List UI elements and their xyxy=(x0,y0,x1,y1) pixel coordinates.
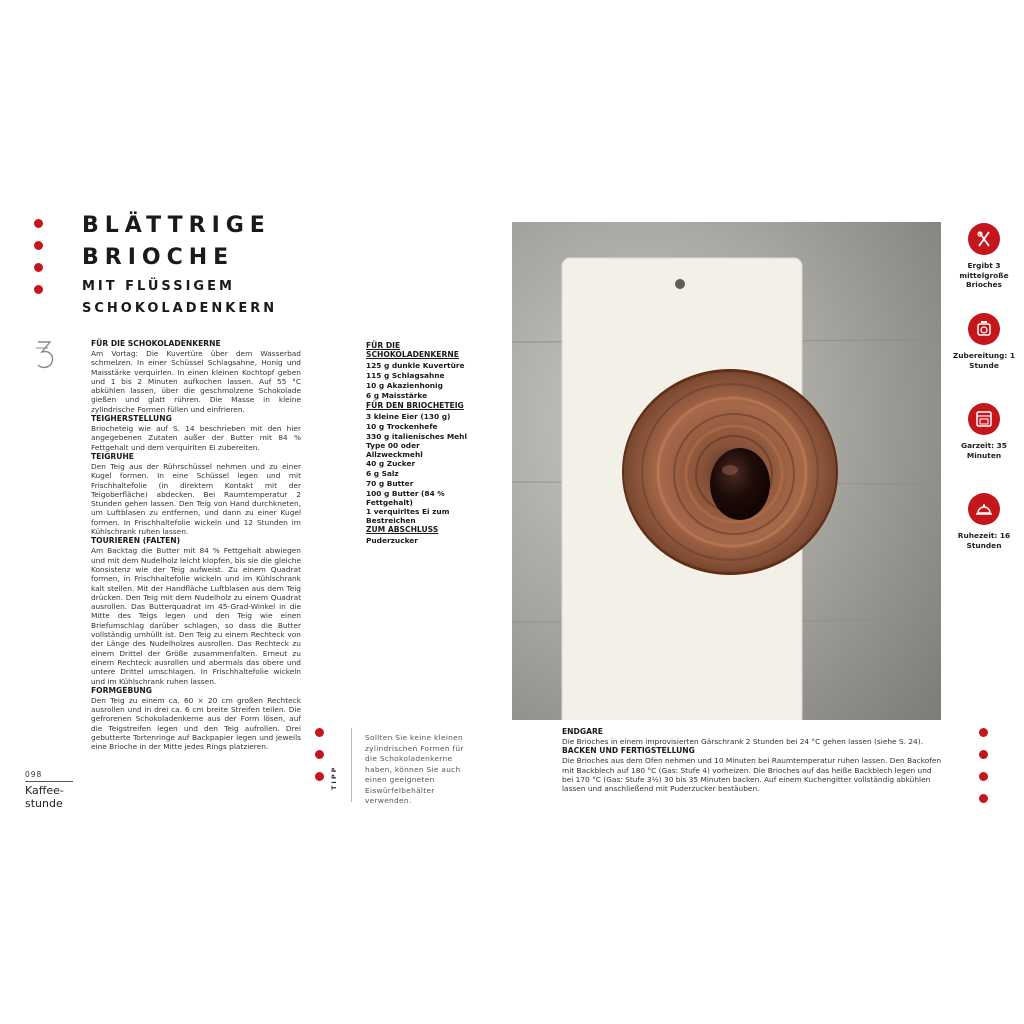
photo-illustration xyxy=(512,222,941,720)
info-label: Ergibt 3 mittelgroße Brioches xyxy=(959,261,1009,289)
ingredient-item: 125 g dunkle Kuvertüre xyxy=(366,361,465,370)
tip-dot xyxy=(315,750,324,759)
finish-text: Die Brioches aus dem Ofen nehmen und 10 Minuten bei Raumtemperatur ruhen lassen. Den Backofen mit Backblech auf 180 °C (Gas: Stufe 4) vorheizen. Die Brioches auf das heiße Backblech legen und bei 170 °C (Gas: Stufe 3½) 30 bis 35 Minuten backen. Auf einem Kuchengitter vollständig abkühlen lassen und anschließend mit Puderzucker bestäuben. xyxy=(562,756,942,794)
title-line-1: BLÄTTRIGE xyxy=(82,213,271,238)
ingredient-item: 100 g Butter (84 % Fettgehalt) xyxy=(366,489,445,507)
method-heading: TOURIEREN (FALTEN) xyxy=(91,536,181,546)
ingredient-item: 70 g Butter xyxy=(366,479,414,488)
title-dot xyxy=(34,241,43,250)
ingredient-group xyxy=(366,401,471,525)
whisk-icon xyxy=(34,338,58,372)
ingredient-item: Puderzucker xyxy=(366,536,418,545)
title-line-2: BRIOCHE xyxy=(82,245,235,270)
ingredient-heading: FÜR DEN BRIOCHETEIG xyxy=(366,401,464,410)
ingredient-group xyxy=(366,525,471,546)
section-name: Kaffee- stunde xyxy=(25,784,64,810)
title-dot xyxy=(34,285,43,294)
info-cook xyxy=(944,403,1024,460)
method-text: Den Teig aus der Rührschüssel nehmen und zu einer Kugel formen. In eine Schüssel legen und mit Frischhaltefolie (in direktem Kontakt mit der Teigoberfläche) abdecken. Bei Raumtemperatur 2 Stunden gehen lassen. Den Teig von Hand durchkneten, um Luftblasen zu entfernen, und dann zu einer Kugel formen. In Frischhaltefolie wickeln und 12 Stunden im Kühlschrank ruhen lassen. xyxy=(91,461,301,537)
finish-section xyxy=(562,727,944,746)
ingredient-item: 10 g Trockenhefe xyxy=(366,422,438,431)
ingredient-item: 1 verquirltes Ei zum Bestreichen xyxy=(366,507,450,525)
recipe-title xyxy=(82,210,277,320)
info-prep xyxy=(944,313,1024,370)
info-label: Ruhezeit: 16 Stunden xyxy=(957,531,1011,550)
finish-text: Die Brioches in einem improvisierten Gärschrank 2 Stunden bei 24 °C gehen lassen (siehe S. 24). xyxy=(562,737,923,746)
method-column xyxy=(91,339,301,752)
cutlery-icon xyxy=(968,223,1000,255)
finish-section xyxy=(562,746,944,793)
brioche-photo xyxy=(512,222,941,720)
ingredient-item: 6 g Salz xyxy=(366,469,399,478)
method-section xyxy=(91,414,301,452)
page-footer xyxy=(25,770,75,810)
method-heading: TEIGHERSTELLUNG xyxy=(91,414,172,424)
margin-dot xyxy=(979,728,988,737)
ingredients-column xyxy=(366,341,471,546)
ingredient-item: 10 g Akazienhonig xyxy=(366,381,443,390)
method-section xyxy=(91,536,301,685)
method-section xyxy=(91,686,301,752)
method-heading: TEIGRUHE xyxy=(91,451,134,461)
oven-icon xyxy=(968,403,1000,435)
margin-dot xyxy=(979,794,988,803)
info-label: Zubereitung: 1 Stunde xyxy=(952,351,1016,370)
tip-rule xyxy=(351,728,352,802)
ingredient-group xyxy=(366,341,471,401)
method-heading: FÜR DIE SCHOKOLADENKERNE xyxy=(91,339,221,348)
margin-dot xyxy=(979,750,988,759)
footer-rule xyxy=(25,781,73,782)
method-section xyxy=(91,339,301,414)
page-number: 098 xyxy=(25,770,43,779)
ingredient-item: 115 g Schlagsahne xyxy=(366,371,445,380)
ingredient-item: 330 g italienisches Mehl Type 00 oder Allzweckmehl xyxy=(366,432,467,459)
title-dot xyxy=(34,263,43,272)
title-subline-1: MIT FLÜSSIGEM xyxy=(82,279,235,294)
finish-heading: BACKEN UND FERTIGSTELLUNG xyxy=(562,746,695,756)
title-subline-2: SCHOKOLADENKERN xyxy=(82,301,278,316)
method-heading: FORMGEBUNG xyxy=(91,685,153,695)
ingredient-item: 40 g Zucker xyxy=(366,459,416,468)
margin-dot xyxy=(979,772,988,781)
ingredient-heading: FÜR DIE SCHOKOLADENKERNE xyxy=(366,341,459,359)
method-section xyxy=(91,452,301,536)
ingredient-item: 6 g Maisstärke xyxy=(366,391,428,400)
ingredient-heading: ZUM ABSCHLUSS xyxy=(366,525,439,534)
title-dot xyxy=(34,219,43,228)
info-rest xyxy=(944,493,1024,550)
cloche-icon xyxy=(968,493,1000,525)
method-text: Briocheteig wie auf S. 14 beschrieben mit den hier angegebenen Zutaten außer der Butter mit 84 % Fettgehalt und dem verquirlten Ei zubereiten. xyxy=(91,424,301,452)
timer-icon xyxy=(968,313,1000,345)
tip-label: TIPP xyxy=(330,765,338,790)
info-label: Garzeit: 35 Minuten xyxy=(961,441,1007,460)
tip-dot xyxy=(315,728,324,737)
tip-dot xyxy=(315,772,324,781)
ingredient-item: 3 kleine Eier (130 g) xyxy=(366,412,451,421)
finish-column xyxy=(562,727,944,793)
finish-heading: ENDGARE xyxy=(562,727,603,736)
info-yield xyxy=(944,223,1024,290)
tip-text: Sollten Sie keine kleinen zylindrischen Formen für die Schokoladenkerne haben, können Sie auch einen geeigneten Eiswürfelbehälter verwenden. xyxy=(365,733,464,805)
method-text: Am Backtag die Butter mit 84 % Fettgehalt abwiegen und mit dem Nudelholz leicht klopfen, bis sie die gleiche Konsistenz wie der Teig aufweist. Zu einem Quadrat formen, in Frischhaltefolie wickeln und im Kühlschrank kalt stellen. Mit der Handfläche Luftblasen aus dem Teig drücken. Den Teig mit dem Nudelholz zu einem Quadrat ausrollen. Das Butterquadrat im 45-Grad-Winkel in die Mitte des Teigs legen und den Teig wie einen Briefumschlag darüber schlagen, so dass die Butter vollständig umhüllt ist. Den Teig zu einem Rechteck von der Länge des Nudelholzes ausrollen. Das Rechteck zu einem Drittel der Größe zusammenfalten. Erneut zu einem Rechteck ausrollen und abermals das obere und untere Drittel umschlagen. In Frischhaltefolie wickeln und im Kühlschrank ruhen lassen. xyxy=(91,546,301,686)
method-text: Am Vortag: Die Kuvertüre über dem Wasserbad schmelzen. In einer Schüssel Schlagsahne, Honig und Maisstärke verquirlen. In einen kleinen Kochtopf geben und 1 bis 2 Minuten aufkochen lassen. Auf 55 °C abkühlen lassen, über die geschmolzene Schokolade gießen und glatt rühren. Die Masse in kleine zylindrische Formen füllen und einfrieren. xyxy=(91,349,301,414)
method-text: Den Teig zu einem ca. 60 × 20 cm großen Rechteck ausrollen und in drei ca. 6 cm breite Streifen teilen. Die gefrorenen Schokoladenkerne aus der Form lösen, auf die Teigstreifen legen und den Teig aufrollen. Drei gebutterte Tortenringe auf Backpapier legen und jeweils eine Brioche in der Mitte jedes Rings platzieren. xyxy=(91,695,301,752)
